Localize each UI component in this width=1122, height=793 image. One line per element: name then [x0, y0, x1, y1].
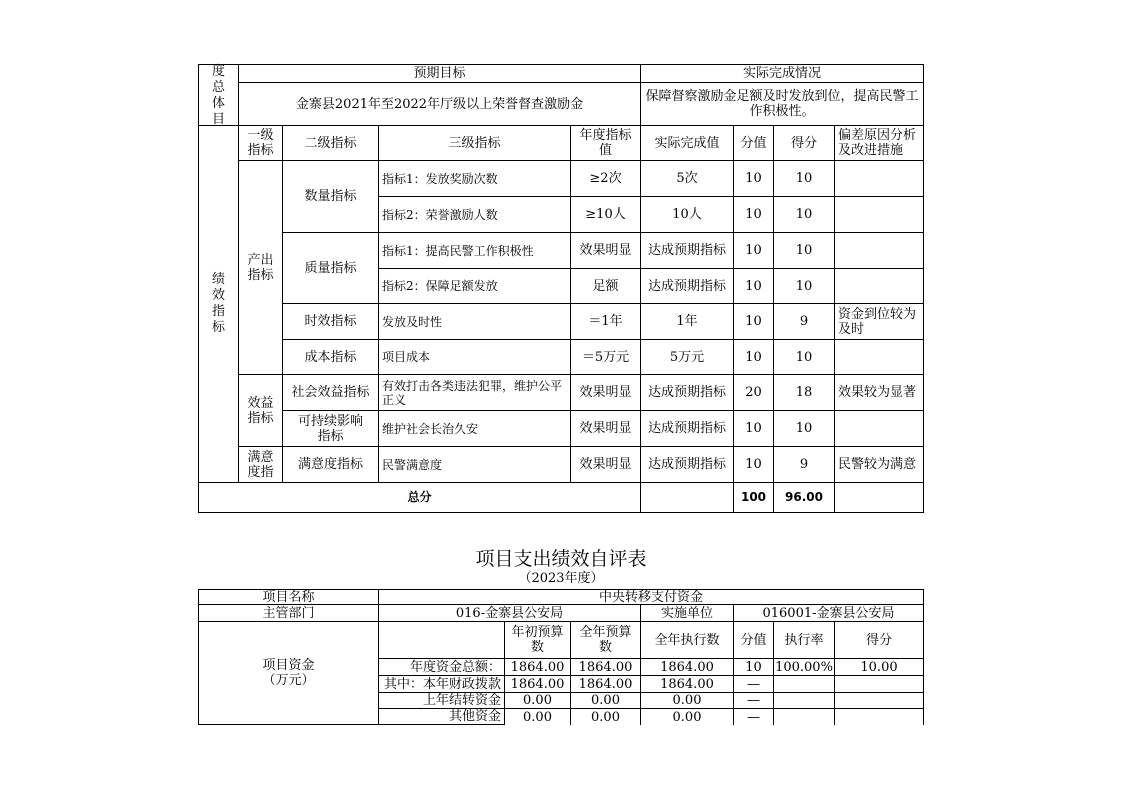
- subgroup-timeliness: 时效指标: [282, 303, 379, 340]
- cell-funds-label: 其中：本年财政拨款: [378, 675, 505, 693]
- cell-actual: 1年: [640, 303, 734, 340]
- cell-actual: 达成预期指标: [640, 232, 734, 269]
- cell-funds-score: [834, 708, 924, 725]
- cell-note: 资金到位较为及时: [834, 303, 924, 340]
- cell-target: 效果明显: [570, 446, 641, 483]
- cell-actual: 10人: [640, 196, 734, 233]
- cell-target: ＝1年: [570, 303, 641, 340]
- cell-points: 10: [733, 232, 774, 269]
- header-rate: 执行率: [773, 621, 835, 659]
- cell-note: [834, 160, 924, 197]
- header-annual-target-text: 年度指标值: [579, 128, 632, 158]
- cell-executed: 0.00: [640, 692, 734, 709]
- header-full-budget: [570, 621, 641, 659]
- impl-value: 016001-金寨县公安局: [733, 604, 924, 622]
- cell-indicator: 指标2：保障足额发放: [378, 268, 571, 304]
- group-benefit: [238, 374, 283, 447]
- cell-actual: 5万元: [640, 339, 734, 375]
- total-score: 96.00: [773, 482, 835, 513]
- cell-indicator: 指标1：发放奖励次数: [378, 160, 571, 197]
- cell-note: [834, 196, 924, 233]
- cell-indicator: 有效打击各类违法犯罪，维护公平正义: [378, 374, 571, 411]
- cell-initial: 1864.00: [504, 675, 571, 693]
- project-name-value: 中央转移支付资金: [378, 589, 924, 605]
- performance-indicators-label: [198, 125, 239, 483]
- cell-funds-label: 其他资金: [378, 708, 505, 725]
- dept-label: 主管部门: [198, 604, 379, 622]
- header-initial-budget-text: 年初预算数: [511, 625, 564, 655]
- header-full-budget-text: 全年预算数: [579, 625, 632, 655]
- cell-score: 9: [773, 303, 835, 340]
- self-evaluation-year: （2023年度）: [518, 571, 604, 586]
- cell-note: [834, 268, 924, 304]
- subgroup-sustainable: [282, 410, 379, 447]
- expected-goal-text: 金寨县2021年至2022年厅级以上荣誉督查激励金: [238, 82, 641, 126]
- cell-points: 10: [733, 410, 774, 447]
- cell-points: 10: [733, 196, 774, 233]
- header-points: 分值: [733, 621, 774, 659]
- project-name-label: 项目名称: [198, 589, 379, 605]
- overall-goal-label: [198, 64, 239, 126]
- cell-score: 18: [773, 374, 835, 411]
- cell-score: 10: [773, 410, 835, 447]
- cell-target: ≥2次: [570, 160, 641, 197]
- cell-funds-label: 上年结转资金: [378, 692, 505, 709]
- cell-indicator: 民警满意度: [378, 446, 571, 483]
- header-deviation: 偏差原因分析及改进措施: [834, 125, 924, 161]
- header-score: 得分: [773, 125, 835, 161]
- cell-executed: 1864.00: [640, 658, 734, 676]
- cell-actual: 达成预期指标: [640, 374, 734, 411]
- dept-value: 016-金寨县公安局: [378, 604, 641, 622]
- subgroup-satisfaction: 满意度指标: [282, 446, 379, 483]
- total-note-cell: [834, 482, 924, 513]
- cell-executed: 0.00: [640, 708, 734, 725]
- cell-funds-points: —: [733, 692, 774, 709]
- cell-target: ＝5万元: [570, 339, 641, 375]
- header-actual-value: 实际完成值: [640, 125, 734, 161]
- cell-rate: [773, 708, 835, 725]
- performance-indicators-label-text: 绩效指标: [211, 272, 225, 335]
- group-output-text: 产出指标: [247, 252, 274, 283]
- cell-note: 民警较为满意: [834, 446, 924, 483]
- cell-full: 1864.00: [570, 658, 641, 676]
- cell-indicator: 项目成本: [378, 339, 571, 375]
- cell-target: ≥10人: [570, 196, 641, 233]
- cell-note: [834, 339, 924, 375]
- cell-actual: 达成预期指标: [640, 410, 734, 447]
- cell-funds-score: [834, 675, 924, 693]
- cell-note: 效果较为显著: [834, 374, 924, 411]
- cell-target: 效果明显: [570, 374, 641, 411]
- cell-funds-points: —: [733, 675, 774, 693]
- header-annual-target: [570, 125, 641, 161]
- cell-target: 足额: [570, 268, 641, 304]
- cell-full: 1864.00: [570, 675, 641, 693]
- funds-label: 项目资金: [262, 658, 315, 673]
- group-benefit-text: 效益指标: [247, 395, 274, 426]
- total-label: 总分: [198, 482, 641, 513]
- cell-points: 10: [733, 303, 774, 340]
- actual-completion-header: 实际完成情况: [640, 64, 924, 83]
- expected-goal-header: 预期目标: [238, 64, 641, 83]
- cell-rate: [773, 692, 835, 709]
- cell-funds-score: 10.00: [834, 658, 924, 676]
- cell-full: 0.00: [570, 692, 641, 709]
- funds-header-blank: [378, 621, 505, 659]
- cell-points: 20: [733, 374, 774, 411]
- self-evaluation-title: 项目支出绩效自评表: [475, 548, 647, 570]
- subgroup-social: 社会效益指标: [282, 374, 379, 411]
- header-score-value: 分值: [733, 125, 774, 161]
- cell-full: 0.00: [570, 708, 641, 725]
- cell-funds-points: 10: [733, 658, 774, 676]
- actual-completion-text: 保障督察激励金足额及时发放到位，提高民警工作积极性。: [640, 82, 924, 126]
- cell-rate: [773, 675, 835, 693]
- cell-funds-points: —: [733, 708, 774, 725]
- cell-points: 10: [733, 339, 774, 375]
- cell-score: 10: [773, 339, 835, 375]
- cell-target: 效果明显: [570, 410, 641, 447]
- cell-actual: 达成预期指标: [640, 268, 734, 304]
- cell-indicator: 指标1：提高民警工作积极性: [378, 232, 571, 269]
- cell-initial: 1864.00: [504, 658, 571, 676]
- cell-rate: 100.00%: [773, 658, 835, 676]
- total-empty-cell: [640, 482, 734, 513]
- subgroup-sustainable-text: 可持续影响指标: [297, 413, 363, 444]
- total-points: 100: [733, 482, 774, 513]
- group-output: [238, 160, 283, 375]
- cell-funds-score: [834, 692, 924, 709]
- header-initial-budget: [504, 621, 571, 659]
- subgroup-quality: 质量指标: [282, 232, 379, 304]
- cell-actual: 达成预期指标: [640, 446, 734, 483]
- funds-unit: （万元）: [262, 673, 315, 688]
- cell-points: 10: [733, 446, 774, 483]
- cell-initial: 0.00: [504, 708, 571, 725]
- cell-score: 9: [773, 446, 835, 483]
- cell-actual: 5次: [640, 160, 734, 197]
- header-level1-text: 一级指标: [247, 128, 274, 158]
- cell-executed: 1864.00: [640, 675, 734, 693]
- header-level3: 三级指标: [378, 125, 571, 161]
- subgroup-cost: 成本指标: [282, 339, 379, 375]
- header-funds-score: 得分: [834, 621, 924, 659]
- cell-score: 10: [773, 232, 835, 269]
- header-executed: 全年执行数: [640, 621, 734, 659]
- funds-label-cell: [198, 621, 379, 725]
- cell-indicator: 发放及时性: [378, 303, 571, 340]
- cell-points: 10: [733, 268, 774, 304]
- group-satisfaction: [238, 446, 283, 483]
- group-satisfaction-text: 满意度指: [247, 449, 274, 480]
- cell-score: 10: [773, 160, 835, 197]
- cell-points: 10: [733, 160, 774, 197]
- cell-note: [834, 232, 924, 269]
- header-level1: [238, 125, 283, 161]
- cell-target: 效果明显: [570, 232, 641, 269]
- cell-initial: 0.00: [504, 692, 571, 709]
- cell-indicator: 指标2：荣誉激励人数: [378, 196, 571, 233]
- subgroup-quantity: 数量指标: [282, 160, 379, 233]
- cell-score: 10: [773, 268, 835, 304]
- cell-score: 10: [773, 196, 835, 233]
- header-level2: 二级指标: [282, 125, 379, 161]
- overall-goal-label-text: 度总体目: [211, 63, 225, 127]
- cell-indicator: 维护社会长治久安: [378, 410, 571, 447]
- impl-label: 实施单位: [640, 604, 734, 622]
- cell-funds-label: 年度资金总额：: [378, 658, 505, 676]
- cell-note: [834, 410, 924, 447]
